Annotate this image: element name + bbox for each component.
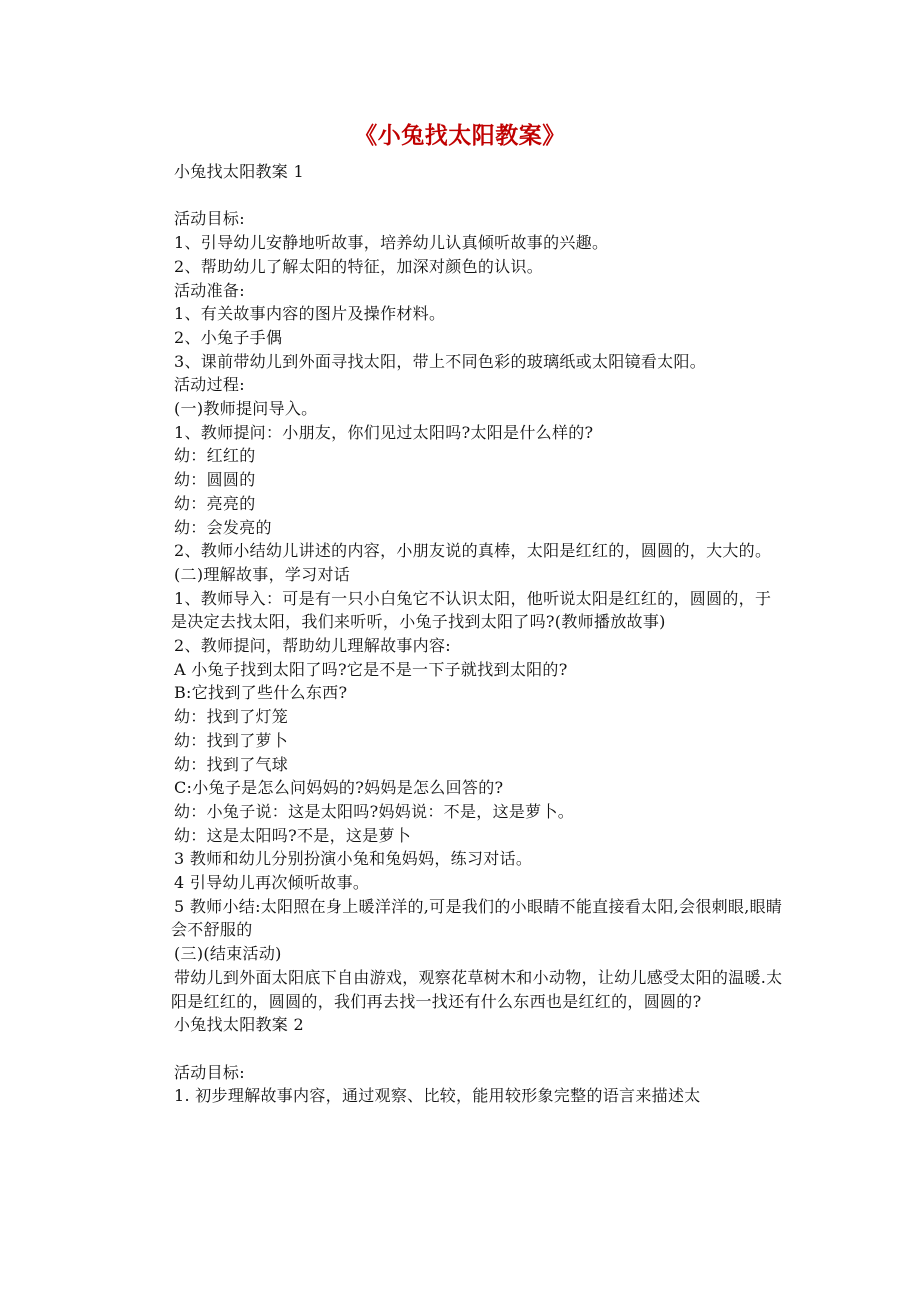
part-heading: (三)(结束活动)	[174, 944, 282, 964]
prep-item: 2、小兔子手偶	[174, 327, 283, 347]
dialog-line: 幼：红红的	[174, 446, 256, 466]
closing-paragraph: 带幼儿到外面太阳底下自由游戏，观察花草树木和小动物，让幼儿感受太阳的温暖.太阳是红红的，圆圆的，我们再去找一找还有什么东西也是红红的，圆圆的?	[171, 967, 783, 1011]
dialog-line: A 小兔子找到太阳了吗?它是不是一下子就找到太阳的?	[174, 659, 568, 679]
dialog-line: 幼：会发亮的	[174, 517, 272, 537]
dialog-line: 幼：小兔子说：这是太阳吗?妈妈说：不是，这是萝卜。	[174, 801, 575, 821]
dialog-line: 3 教师和幼儿分别扮演小兔和兔妈妈，练习对话。	[174, 849, 533, 869]
prep-label: 活动准备:	[174, 280, 245, 300]
part-heading: (一)教师提问导入。	[174, 399, 318, 419]
dialog-line: 幼：找到了萝卜	[174, 730, 289, 750]
dialog-line: B:它找到了些什么东西?	[174, 683, 348, 703]
prep-item: 1、有关故事内容的图片及操作材料。	[174, 304, 446, 324]
section-heading: 小兔找太阳教案 1	[174, 162, 304, 181]
document-title: 《小兔找太阳教案》	[354, 123, 566, 149]
section-heading: 小兔找太阳教案 2	[174, 1015, 304, 1035]
summary-paragraph: 5 教师小结:太阳照在身上暖洋洋的,可是我们的小眼睛不能直接看太阳,会很刺眼,眼睛会不舒服的	[171, 896, 783, 940]
dialog-line: C:小兔子是怎么问妈妈的?妈妈是怎么回答的?	[174, 778, 504, 798]
dialog-line: 4 引导幼儿再次倾听故事。	[174, 873, 370, 893]
summary-paragraph: 2、教师小结幼儿讲述的内容，小朋友说的真棒，太阳是红红的，圆圆的，大大的。	[174, 541, 772, 561]
process-label: 活动过程:	[174, 375, 245, 395]
prep-item: 3、课前带幼儿到外面寻找太阳，带上不同色彩的玻璃纸或太阳镜看太阳。	[174, 351, 707, 371]
dialog-line: 幼：找到了气球	[174, 754, 289, 774]
intro-paragraph: 1、教师导入：可是有一只小白兔它不认识太阳，他听说太阳是红红的，圆圆的，于是决定去找太阳，我们来听听，小兔子找到太阳了吗?(教师播放故事)	[171, 588, 772, 632]
dialog-line: 幼：这是太阳吗?不是，这是萝卜	[174, 825, 412, 845]
dialog-line: 幼：亮亮的	[174, 493, 256, 513]
dialog-line: 幼：圆圆的	[174, 470, 256, 490]
goals-label: 活动目标:	[174, 1062, 245, 1082]
blank-line	[174, 184, 786, 208]
part-heading: (二)理解故事，学习对话	[174, 564, 351, 584]
goals-label: 活动目标:	[174, 209, 245, 229]
dialog-line: 1、教师提问：小朋友，你们见过太阳吗?太阳是什么样的?	[174, 422, 594, 442]
blank-line	[174, 1037, 786, 1061]
goal-item: 1、引导幼儿安静地听故事，培养幼儿认真倾听故事的兴趣。	[174, 233, 609, 253]
goal-item: 2、帮助幼儿了解太阳的特征，加深对颜色的认识。	[174, 256, 544, 276]
dialog-line: 2、教师提问，帮助幼儿理解故事内容:	[174, 636, 451, 656]
dialog-line: 幼：找到了灯笼	[174, 707, 289, 727]
document-body	[171, 160, 786, 1108]
goal-item: 1. 初步理解故事内容，通过观察、比较，能用较形象完整的语言来描述太	[174, 1086, 701, 1106]
